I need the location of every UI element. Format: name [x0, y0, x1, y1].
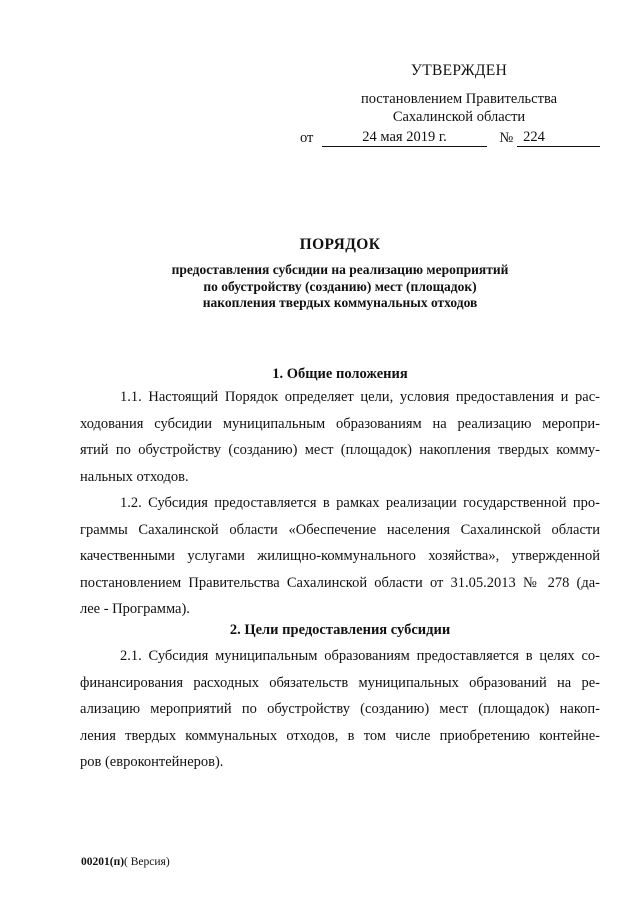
- document-code: 00201(п): [81, 856, 125, 868]
- subtitle-line: предоставления субсидии на реализацию мероприятий: [171, 262, 509, 277]
- document-subtitle: [40, 262, 640, 312]
- approval-date: 24 мая 2019 г.: [322, 128, 488, 147]
- paragraph-2-1: [80, 643, 600, 776]
- text-line: 2.1. Субсидия муниципальным образованиям предоставляется в целях со-: [120, 648, 600, 664]
- approval-block: [300, 62, 600, 147]
- approval-number: 224: [517, 128, 600, 147]
- text-line: финансирования расходных обязательств муниципальных образований на ре-: [80, 674, 600, 691]
- paragraph-1-2: [80, 490, 600, 623]
- text-line: постановлением Правительства Сахалинской области от 31.05.2013 № 278 (да-: [80, 574, 600, 591]
- text-line: граммы Сахалинской области «Обеспечение населения Сахалинской области: [80, 521, 600, 538]
- subtitle-line: накопления твердых коммунальных отходов: [202, 295, 478, 310]
- approval-line-2: Сахалинской области: [392, 109, 526, 125]
- text-line: 1.1. Настоящий Порядок определяет цели, условия предоставления и рас-: [120, 389, 600, 405]
- text-line: нальных отходов.: [80, 468, 189, 485]
- text-line: ления твердых коммунальных отходов, в том числе приобретению контейне-: [80, 727, 600, 744]
- footer-code: [81, 856, 170, 868]
- text-line: ализацию мероприятий по обустройству (созданию) мест (площадок) накоп-: [80, 701, 600, 717]
- subtitle-line: по обустройству (созданию) мест (площадок): [203, 278, 477, 294]
- approval-title: УТВЕРЖДЕН: [410, 62, 508, 79]
- section-heading-1: 1. Общие положения: [272, 366, 408, 382]
- text-line: ятий по обустройству (созданию) мест (площадок) накопления твердых комму-: [80, 442, 600, 458]
- document-title: ПОРЯДОК: [299, 236, 381, 253]
- number-label: №: [499, 130, 514, 146]
- text-line: качественными услугами жилищно-коммунального хозяйства», утвержденной: [80, 548, 600, 564]
- text-line: лее - Программа).: [80, 601, 190, 617]
- text-line: ров (евроконтейнеров).: [80, 754, 224, 770]
- paragraph-1-1: [80, 384, 600, 490]
- text-line: 1.2. Субсидия предоставляется в рамках реализации государственной про-: [120, 495, 600, 511]
- from-label: от: [300, 130, 314, 146]
- approval-line-1: постановлением Правительства: [360, 91, 558, 107]
- text-line: ходования субсидии муниципальным образованиям на реализацию меропри-: [80, 415, 600, 432]
- section-heading-2: 2. Цели предоставления субсидии: [229, 622, 451, 638]
- document-version: ( Версия): [124, 856, 170, 868]
- approval-date-row: [300, 128, 600, 147]
